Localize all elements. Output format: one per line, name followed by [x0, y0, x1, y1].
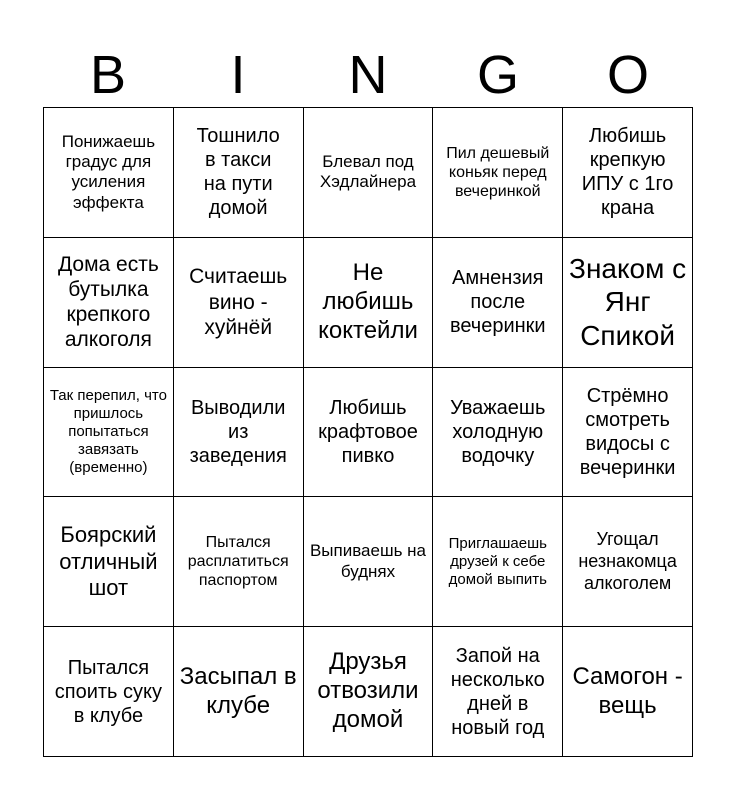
- bingo-cell[interactable]: [44, 497, 174, 627]
- cell-text: Пытался расплатиться паспортом: [187, 534, 289, 590]
- bingo-cell[interactable]: [44, 238, 174, 368]
- bingo-cell[interactable]: [174, 497, 304, 627]
- bingo-cell[interactable]: [304, 497, 434, 627]
- cell-text: Так перепил, что пришлось попытаться завязать (временно): [49, 386, 167, 476]
- cell-text: Блевал под Хэдлайнера: [319, 152, 417, 192]
- bingo-cell[interactable]: [44, 368, 174, 498]
- cell-text: Друзья отвозили домой: [317, 648, 419, 733]
- cell-text: Боярский отличный шот: [59, 522, 158, 600]
- bingo-cell[interactable]: [433, 368, 563, 498]
- cell-text: Считаешь вино - хуйнёй: [189, 265, 288, 339]
- bingo-cell[interactable]: [433, 108, 563, 238]
- bingo-cell[interactable]: [304, 368, 434, 498]
- bingo-header: [43, 44, 693, 106]
- cell-text: Приглашаешь друзей к себе домой выпить: [448, 534, 547, 588]
- bingo-cell[interactable]: [563, 627, 693, 757]
- bingo-cell[interactable]: [433, 497, 563, 627]
- cell-text: Пытался споить суку в клубе: [54, 656, 163, 727]
- bingo-cell[interactable]: [174, 238, 304, 368]
- cell-text: Амнензия после вечеринки: [449, 267, 546, 338]
- bingo-cell[interactable]: [563, 238, 693, 368]
- cell-text: Угощал незнакомца алкоголем: [578, 529, 677, 593]
- bingo-cell[interactable]: [304, 108, 434, 238]
- bingo-cell[interactable]: [174, 627, 304, 757]
- bingo-cell[interactable]: [433, 238, 563, 368]
- cell-text: Не любишь коктейли: [318, 259, 418, 344]
- cell-text: Запой на несколько дней в новый год: [450, 644, 545, 739]
- bingo-cell[interactable]: [563, 368, 693, 498]
- cell-text: Любишь крепкую ИПУ с 1го крана: [581, 125, 674, 220]
- bingo-cell[interactable]: [44, 627, 174, 757]
- cell-text: Самогон - вещь: [572, 662, 683, 719]
- cell-text: Тошнило в такси на пути домой: [196, 125, 280, 220]
- bingo-cell[interactable]: [304, 627, 434, 757]
- cell-text: Пил дешевый коньяк перед вечеринкой: [446, 144, 550, 200]
- header-letter-o: O: [606, 45, 649, 105]
- cell-text: Выводили из заведения: [189, 396, 287, 467]
- bingo-grid: [43, 107, 693, 757]
- bingo-cell[interactable]: [563, 108, 693, 238]
- cell-text: Стрёмно смотреть видосы с вечеринки: [579, 384, 676, 479]
- bingo-cell[interactable]: [174, 108, 304, 238]
- bingo-cell[interactable]: [174, 368, 304, 498]
- bingo-cell[interactable]: [304, 238, 434, 368]
- cell-text: Дома есть бутылка крепкого алкоголя: [57, 252, 159, 352]
- header-letter-g: G: [476, 45, 519, 105]
- header-letter-i: I: [230, 45, 246, 105]
- cell-text: Любишь крафтовое пивко: [318, 396, 418, 467]
- bingo-cell[interactable]: [44, 108, 174, 238]
- header-letter-n: N: [348, 45, 388, 105]
- cell-text: Уважаешь холодную водочку: [450, 396, 546, 467]
- cell-text: Знаком с Янг Спикой: [569, 252, 687, 351]
- cell-text: Понижаешь градус для усиления эффекта: [61, 131, 156, 212]
- cell-text: Засыпал в клубе: [179, 662, 297, 719]
- header-letter-b: B: [89, 45, 127, 105]
- bingo-cell[interactable]: [563, 497, 693, 627]
- bingo-cell[interactable]: [433, 627, 563, 757]
- cell-text: Выпиваешь на буднях: [309, 541, 427, 581]
